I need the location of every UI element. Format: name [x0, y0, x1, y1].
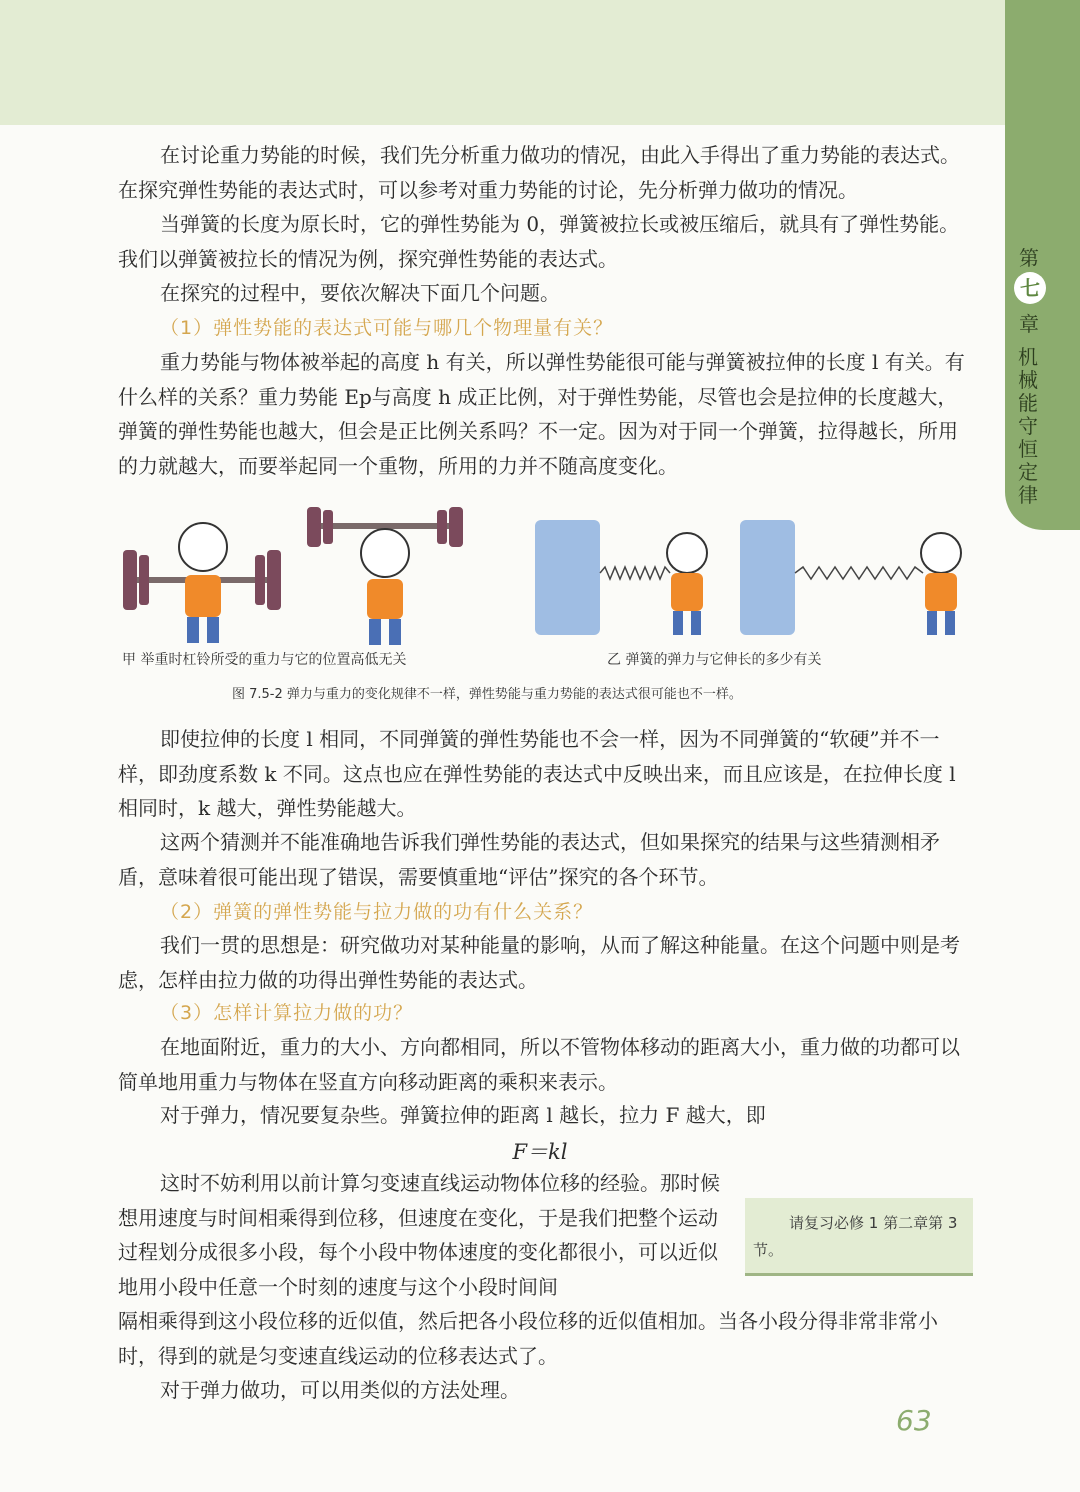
chapter-di: 第 — [1019, 246, 1039, 270]
figure-main-caption: 图 7.5-2 弹力与重力的变化规律不一样，弹性势能与重力势能的表达式很可能也不一样。 — [232, 687, 742, 702]
paragraph-3: 在探究的过程中，要依次解决下面几个问题。 — [160, 281, 560, 305]
formula-hooke: F＝kl — [512, 1140, 568, 1164]
spring-large-stretch-illustration — [740, 520, 961, 635]
question-2-heading: （2）弹簧的弹性势能与拉力做的功有什么关系？ — [160, 901, 594, 923]
question-3-heading: （3）怎样计算拉力做的功？ — [160, 1002, 414, 1024]
chapter-tab — [1005, 0, 1080, 530]
figure-caption-b: 乙 弹簧的弹力与它伸长的多少有关 — [607, 652, 822, 668]
weightlifter-low-illustration — [123, 523, 281, 643]
spring-small-stretch-illustration — [535, 520, 707, 635]
paragraph-1: 在讨论重力势能的时候，我们先分析重力做功的情况，由此入手得出了重力势能的表达式。在探究弹性势能的表达式时，可以参考对重力势能的讨论，先分析弹力做功的情况。 — [118, 143, 960, 202]
page-number: 63 — [896, 1404, 932, 1437]
weightlifter-high-illustration — [307, 507, 463, 645]
chapter-number-badge: 七 — [1014, 272, 1046, 304]
figure-illustration — [115, 505, 980, 705]
figure-caption-a: 甲 举重时杠铃所受的重力与它的位置高低无关 — [122, 652, 407, 668]
paragraph-9: 对于弹力，情况要复杂些。弹簧拉伸的距离 l 越长，拉力 F 越大，即 — [160, 1103, 766, 1127]
chapter-title: 机械能守恒定律 — [1018, 345, 1038, 507]
paragraph-10-part-2: 隔相乘得到这小段位移的近似值，然后把各小段位移的近似值相加。当各小段分得非常非常小时，得到的就是匀变速直线运动的位移表达式了。 — [118, 1309, 938, 1368]
paragraph-8: 在地面附近，重力的大小、方向都相同，所以不管物体移动的距离大小，重力做的功都可以简单地用重力与物体在竖直方向移动距离的乘积来表示。 — [118, 1035, 960, 1094]
paragraph-11: 对于弹力做功，可以用类似的方法处理。 — [160, 1378, 520, 1402]
paragraph-10-part-1: 这时不妨利用以前计算匀变速直线运动物体位移的经验。那时候想用速度与时间相乘得到位移，但速度在变化，于是我们把整个运动过程划分成很多小段，每个小段中物体速度的变化都很小，可以近似地用小段中任意一个时刻的速度与这个小段时间间 — [118, 1171, 720, 1299]
side-note-review: 请复习必修 1 第二章第 3 节。 — [745, 1198, 973, 1276]
header-band — [0, 0, 1005, 125]
paragraph-6: 这两个猜测并不能准确地告诉我们弹性势能的表达式，但如果探究的结果与这些猜测相矛盾，意味着很可能出现了错误，需要慎重地“评估”探究的各个环节。 — [118, 830, 940, 889]
paragraph-4: 重力势能与物体被举起的高度 h 有关，所以弹性势能很可能与弹簧被拉伸的长度 l 有关。有什么样的关系？重力势能 Ep与高度 h 成正比例，对于弹性势能，尽管也会是拉伸的长度越大，弹簧的弹性势能也越大，但会是正比例关系吗？不一定。因为对于同一个弹簧，拉得越长，所用的力就越大，而要举起同一个重物，所用的力并不随高度变化。 — [118, 350, 965, 478]
question-1-heading: （1）弹性势能的表达式可能与哪几个物理量有关？ — [160, 317, 614, 339]
chapter-zhang: 章 — [1019, 312, 1039, 336]
paragraph-5: 即使拉伸的长度 l 相同，不同弹簧的弹性势能也不会一样，因为不同弹簧的“软硬”并不一样，即劲度系数 k 不同。这点也应在弹性势能的表达式中反映出来，而且应该是，在拉伸长度 l 相同时，k 越大，弹性势能越大。 — [118, 727, 956, 820]
figure-7-5-2 — [115, 505, 980, 705]
paragraph-7: 我们一贯的思想是：研究做功对某种能量的影响，从而了解这种能量。在这个问题中则是考虑，怎样由拉力做的功得出弹性势能的表达式。 — [118, 933, 960, 992]
paragraph-2: 当弹簧的长度为原长时，它的弹性势能为 0，弹簧被拉长或被压缩后，就具有了弹性势能。我们以弹簧被拉长的情况为例，探究弹性势能的表达式。 — [118, 212, 960, 271]
